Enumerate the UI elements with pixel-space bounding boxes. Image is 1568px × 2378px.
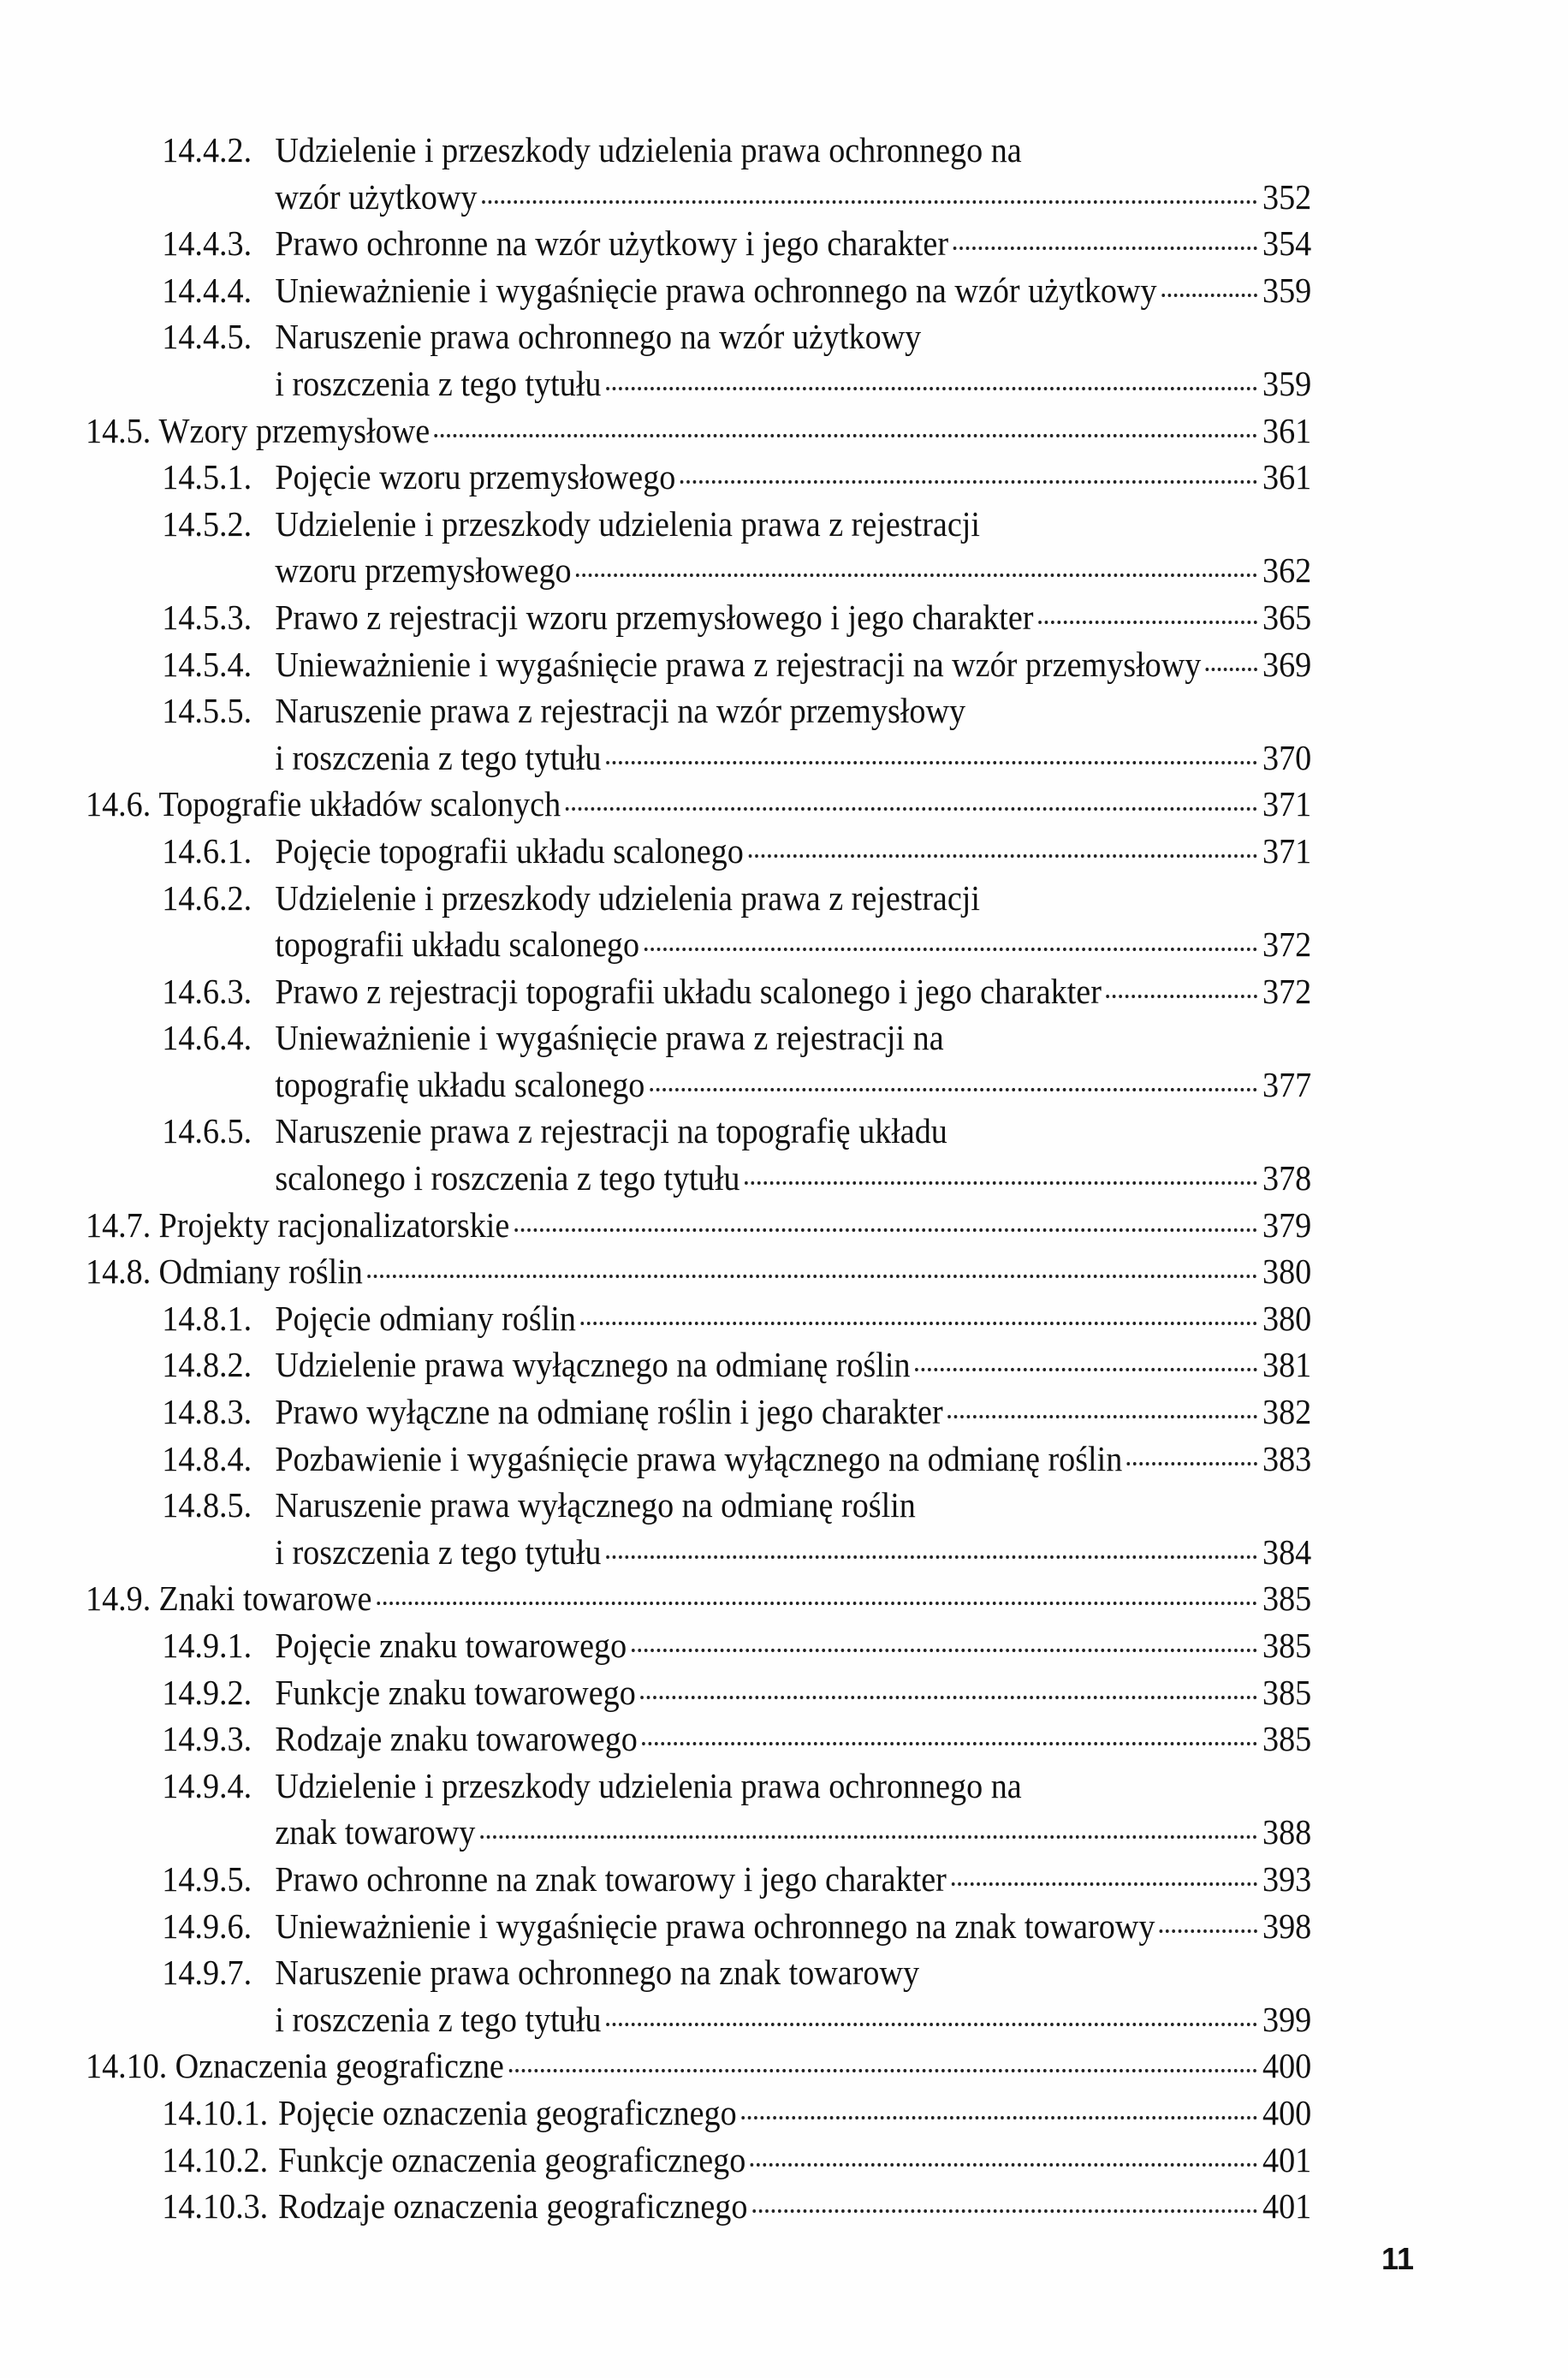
section-number: 14.8.: [86, 1251, 151, 1292]
page-reference: 371: [1262, 784, 1312, 824]
section-title: Udzielenie i przeszkody udzielenia prawa z rejestracji: [275, 503, 980, 544]
section-title: wzoru przemysłowego: [275, 550, 572, 591]
section-title: Funkcje znaku towarowego: [275, 1672, 636, 1712]
dot-leader: [1107, 995, 1257, 998]
toc-entry[interactable]: [86, 1248, 1311, 1295]
section-title: Naruszenie prawa ochronnego na znak towarowy: [275, 1953, 920, 1993]
section-title: Udzielenie i przeszkody udzielenia prawa ochronnego na: [275, 1765, 1022, 1805]
toc-entry[interactable]: [86, 1669, 1311, 1716]
toc-entry[interactable]: [86, 1341, 1311, 1388]
page-reference: 382: [1262, 1392, 1312, 1432]
section-number: 14.5.5.: [162, 691, 252, 731]
dot-leader: [606, 761, 1257, 764]
dot-leader: [640, 1696, 1257, 1699]
section-title: Prawo z rejestracji wzoru przemysłowego i jego charakter: [275, 597, 1034, 637]
dot-leader: [680, 480, 1257, 484]
toc-entry[interactable]: [86, 1575, 1311, 1622]
toc-entry-line: [162, 1903, 1311, 1950]
page-reference: 385: [1262, 1719, 1312, 1759]
toc-entry-line: [86, 1575, 1311, 1622]
section-title: Topografie układów scalonych: [158, 784, 561, 824]
toc-entry[interactable]: [86, 1295, 1311, 1342]
dot-leader: [953, 247, 1257, 250]
section-title: Rodzaje oznaczenia geograficznego: [278, 2186, 748, 2226]
section-title: topografii układu scalonego: [275, 924, 640, 965]
section-title: Prawo z rejestracji topografii układu scalonego i jego charakter: [275, 971, 1102, 1011]
dot-leader: [751, 2163, 1257, 2167]
toc-entry-line: [162, 828, 1311, 875]
page-reference: 352: [1262, 176, 1312, 217]
toc-entry-continuation: [162, 1155, 1311, 1202]
page-reference: 388: [1262, 1812, 1312, 1852]
section-number: 14.10.3.: [162, 2186, 269, 2226]
page-reference: 372: [1262, 971, 1312, 1011]
section-number: 14.9.4.: [162, 1765, 252, 1805]
section-number: 14.6.2.: [162, 877, 252, 918]
page-reference: 380: [1262, 1298, 1312, 1338]
toc-entry[interactable]: [86, 1715, 1311, 1763]
toc-entry-line: [162, 594, 1311, 641]
section-number: 14.6.3.: [162, 971, 252, 1011]
toc-entry[interactable]: [86, 641, 1311, 688]
section-number: 14.4.2.: [162, 130, 252, 169]
section-number: 14.4.4.: [162, 270, 252, 310]
toc-entry[interactable]: [86, 1108, 1311, 1201]
toc-entry[interactable]: [86, 1622, 1311, 1669]
page-reference: 381: [1262, 1345, 1312, 1385]
section-title: Prawo wyłączne na odmianę roślin i jego charakter: [275, 1392, 943, 1432]
toc-entry-continuation: [162, 1529, 1311, 1576]
section-number: 14.4.3.: [162, 223, 252, 264]
toc-entry[interactable]: [86, 1436, 1311, 1483]
toc-entry[interactable]: [86, 1202, 1311, 1249]
section-number: 14.6.4.: [162, 1018, 252, 1058]
section-number: 14.9.3.: [162, 1719, 252, 1759]
dot-leader: [367, 1275, 1257, 1278]
page-reference: 370: [1262, 737, 1312, 777]
section-title: Rodzaje znaku towarowego: [275, 1719, 638, 1759]
section-title: Unieważnienie i wygaśnięcie prawa z rejestracji na wzór przemysłowy: [275, 644, 1202, 684]
section-number: 14.8.5.: [162, 1485, 252, 1525]
section-title: Pojęcie topografii układu scalonego: [275, 830, 744, 871]
section-number: 14.6.: [86, 784, 151, 824]
toc-entry[interactable]: [86, 313, 1311, 407]
toc-entry-line: [162, 2090, 1311, 2137]
toc-entry-line: [162, 1949, 1311, 1996]
toc-entry[interactable]: [86, 454, 1311, 501]
toc-entry-line: [162, 1295, 1311, 1342]
section-title: Odmiany roślin: [158, 1251, 363, 1292]
section-number: 14.10.1.: [162, 2092, 269, 2132]
section-title: znak towarowy: [275, 1812, 476, 1852]
toc-entry-line: [162, 1669, 1311, 1716]
dot-leader: [1160, 1929, 1257, 1933]
toc-entry-line: [162, 1482, 1311, 1529]
section-number: 14.8.4.: [162, 1438, 252, 1478]
toc-entry-line: [86, 1202, 1311, 1249]
dot-leader: [581, 1322, 1257, 1325]
section-number: 14.9.6.: [162, 1905, 252, 1946]
toc-entry[interactable]: [86, 2183, 1311, 2230]
section-title: Naruszenie prawa z rejestracji na wzór przemysłowy: [275, 691, 966, 731]
toc-entry[interactable]: [86, 1388, 1311, 1436]
section-number: 14.7.: [86, 1204, 151, 1245]
toc-entry[interactable]: [86, 2042, 1311, 2090]
toc-entry-line: [162, 1856, 1311, 1903]
dot-leader: [745, 1181, 1257, 1185]
toc-entry-line: [162, 2183, 1311, 2230]
page-reference: 385: [1262, 1626, 1312, 1665]
page-reference: 384: [1262, 1531, 1312, 1572]
section-title: Pojęcie oznaczenia geograficznego: [278, 2092, 737, 2132]
page-reference: 354: [1262, 223, 1312, 264]
section-title: Naruszenie prawa z rejestracji na topografię układu: [275, 1111, 947, 1151]
dot-leader: [435, 434, 1257, 437]
section-title: Naruszenie prawa wyłącznego na odmianę roślin: [275, 1485, 916, 1525]
section-number: 14.8.3.: [162, 1392, 252, 1432]
dot-leader: [1038, 621, 1257, 624]
page-reference: 361: [1262, 410, 1312, 450]
toc-entry-line: [162, 1014, 1311, 1061]
toc-entry[interactable]: [86, 2137, 1311, 2184]
section-title: Unieważnienie i wygaśnięcie prawa z rejestracji na: [275, 1018, 944, 1058]
section-title: Pojęcie znaku towarowego: [275, 1626, 627, 1665]
dot-leader: [741, 2116, 1257, 2119]
toc-entry-line: [162, 641, 1311, 688]
page-reference: 399: [1262, 1999, 1312, 2039]
toc-entry-line: [86, 781, 1311, 828]
section-number: 14.6.1.: [162, 830, 252, 871]
page-reference: 400: [1262, 2092, 1312, 2132]
section-title: Wzory przemysłowe: [158, 410, 431, 450]
toc-entry-continuation: [162, 1061, 1311, 1109]
toc-entry-continuation: [162, 360, 1311, 407]
toc-entry[interactable]: [86, 594, 1311, 641]
page-reference: 365: [1262, 597, 1312, 637]
dot-leader: [480, 1835, 1257, 1839]
page-reference: 385: [1262, 1578, 1312, 1619]
toc-entry[interactable]: [86, 1903, 1311, 1950]
page-reference: 401: [1262, 2186, 1312, 2226]
toc-entry-line: [162, 127, 1311, 174]
section-title: Pozbawienie i wygaśnięcie prawa wyłącznego na odmianę roślin: [275, 1438, 1123, 1478]
toc-entry[interactable]: [86, 501, 1311, 594]
section-title: Prawo ochronne na znak towarowy i jego charakter: [275, 1858, 947, 1899]
toc-entry-line: [162, 968, 1311, 1015]
page-reference: 393: [1262, 1858, 1312, 1899]
toc-entry-line: [162, 313, 1311, 360]
toc-entry-continuation: [162, 734, 1311, 782]
page-reference: 372: [1262, 924, 1312, 965]
toc-entry[interactable]: [86, 1856, 1311, 1903]
section-title: Pojęcie odmiany roślin: [275, 1298, 576, 1338]
dot-leader: [632, 1649, 1257, 1652]
toc-entry[interactable]: [86, 127, 1311, 220]
dot-leader: [606, 387, 1257, 390]
toc-entry-line: [86, 2042, 1311, 2090]
section-number: 14.9.5.: [162, 1858, 252, 1899]
toc-entry-line: [162, 454, 1311, 501]
page-reference: 385: [1262, 1672, 1312, 1712]
dot-leader: [566, 807, 1257, 811]
section-number: 14.5.1.: [162, 457, 252, 497]
dot-leader: [650, 1088, 1257, 1091]
section-title: wzór użytkowy: [275, 176, 478, 217]
toc-entry-line: [162, 1341, 1311, 1388]
section-number: 14.10.2.: [162, 2139, 269, 2179]
section-title: Unieważnienie i wygaśnięcie prawa ochronnego na znak towarowy: [275, 1905, 1155, 1946]
toc-entry-continuation: [162, 547, 1311, 594]
section-title: topografię układu scalonego: [275, 1064, 645, 1104]
section-number: 14.9.: [86, 1578, 151, 1619]
page-reference: 379: [1262, 1204, 1312, 1245]
toc-entry-continuation: [162, 921, 1311, 968]
toc-entry-continuation: [162, 1996, 1311, 2043]
toc-entry-continuation: [162, 1809, 1311, 1856]
section-number: 14.9.7.: [162, 1953, 252, 1993]
toc-entry-line: [162, 1715, 1311, 1763]
toc-entry-line: [86, 1248, 1311, 1295]
section-title: Unieważnienie i wygaśnięcie prawa ochronnego na wzór użytkowy: [275, 270, 1157, 310]
section-title: i roszczenia z tego tytułu: [275, 737, 602, 777]
section-title: Pojęcie wzoru przemysłowego: [275, 457, 676, 497]
section-title: Udzielenie prawa wyłącznego na odmianę roślin: [275, 1345, 911, 1385]
dot-leader: [644, 948, 1257, 951]
page-reference: 359: [1262, 270, 1312, 310]
section-number: 14.9.1.: [162, 1626, 252, 1665]
toc-entry[interactable]: [86, 1482, 1311, 1575]
section-title: Udzielenie i przeszkody udzielenia prawa ochronnego na: [275, 130, 1022, 169]
toc-entry-line: [86, 407, 1311, 455]
page-reference: 369: [1262, 644, 1312, 684]
toc-entry-line: [162, 2137, 1311, 2184]
toc-entry-line: [162, 1388, 1311, 1436]
section-number: 14.5.4.: [162, 644, 252, 684]
page-reference: 398: [1262, 1905, 1312, 1946]
dot-leader: [748, 854, 1257, 858]
section-number: 14.5.3.: [162, 597, 252, 637]
page-reference: 361: [1262, 457, 1312, 497]
toc-entry-line: [162, 875, 1311, 922]
toc-entry[interactable]: [86, 968, 1311, 1015]
dot-leader: [514, 1228, 1257, 1232]
page-reference: 362: [1262, 550, 1312, 591]
toc-entry[interactable]: [86, 781, 1311, 828]
toc-entry-line: [162, 687, 1311, 734]
dot-leader: [576, 574, 1257, 577]
toc-entry-line: [162, 1763, 1311, 1810]
section-title: Oznaczenia geograficzne: [175, 2046, 504, 2086]
toc-entry[interactable]: [86, 2090, 1311, 2137]
toc-entry[interactable]: [86, 267, 1311, 314]
section-title: Prawo ochronne na wzór użytkowy i jego charakter: [275, 223, 949, 264]
section-title: Udzielenie i przeszkody udzielenia prawa z rejestracji: [275, 877, 980, 918]
section-title: i roszczenia z tego tytułu: [275, 1531, 602, 1572]
toc-entry[interactable]: [86, 875, 1311, 968]
toc-entry-line: [162, 220, 1311, 267]
dot-leader: [947, 1415, 1257, 1418]
toc-entry[interactable]: [86, 220, 1311, 267]
dot-leader: [1161, 294, 1257, 297]
section-number: 14.8.1.: [162, 1298, 252, 1338]
dot-leader: [951, 1882, 1256, 1886]
section-number: 14.6.5.: [162, 1111, 252, 1151]
section-number: 14.10.: [86, 2046, 168, 2086]
page-reference: 380: [1262, 1251, 1312, 1292]
page-reference: 359: [1262, 363, 1312, 403]
page-reference: 401: [1262, 2139, 1312, 2179]
dot-leader: [752, 2209, 1257, 2213]
toc-entry[interactable]: [86, 687, 1311, 781]
section-number: 14.5.2.: [162, 503, 252, 544]
page-reference: 400: [1262, 2046, 1312, 2086]
dot-leader: [642, 1742, 1257, 1745]
toc-entry[interactable]: [86, 1763, 1311, 1856]
section-title: Funkcje oznaczenia geograficznego: [278, 2139, 746, 2179]
section-title: i roszczenia z tego tytułu: [275, 363, 602, 403]
page-reference: 371: [1262, 830, 1312, 871]
toc-entry-line: [162, 501, 1311, 548]
section-title: scalonego i roszczenia z tego tytułu: [275, 1158, 740, 1198]
section-number: 14.4.5.: [162, 317, 252, 357]
dot-leader: [1127, 1462, 1257, 1465]
toc-entry-line: [162, 1622, 1311, 1669]
page-number: 11: [1381, 2241, 1415, 2276]
dot-leader: [377, 1602, 1257, 1605]
section-title: Projekty racjonalizatorskie: [158, 1204, 510, 1245]
page-reference: 377: [1262, 1064, 1312, 1104]
dot-leader: [508, 2069, 1257, 2072]
dot-leader: [482, 200, 1257, 204]
toc-entry[interactable]: [86, 828, 1311, 875]
toc-entry[interactable]: [86, 1949, 1311, 2042]
toc-entry[interactable]: [86, 407, 1311, 455]
toc-entry-line: [162, 267, 1311, 314]
page-reference: 383: [1262, 1438, 1312, 1478]
toc-entry[interactable]: [86, 1014, 1311, 1108]
dot-leader: [606, 1555, 1257, 1559]
table-of-contents: [86, 127, 1311, 2230]
dot-leader: [915, 1368, 1257, 1371]
dot-leader: [606, 2023, 1257, 2026]
toc-entry-line: [162, 1436, 1311, 1483]
toc-entry-continuation: [162, 174, 1311, 221]
page-reference: 378: [1262, 1158, 1312, 1198]
section-title: Naruszenie prawa ochronnego na wzór użytkowy: [275, 317, 922, 357]
toc-entry-line: [162, 1108, 1311, 1155]
section-number: 14.5.: [86, 410, 151, 450]
section-number: 14.8.2.: [162, 1345, 252, 1385]
section-number: 14.9.2.: [162, 1672, 252, 1712]
section-title: Znaki towarowe: [158, 1578, 372, 1619]
dot-leader: [1206, 668, 1257, 671]
section-title: i roszczenia z tego tytułu: [275, 1999, 602, 2039]
